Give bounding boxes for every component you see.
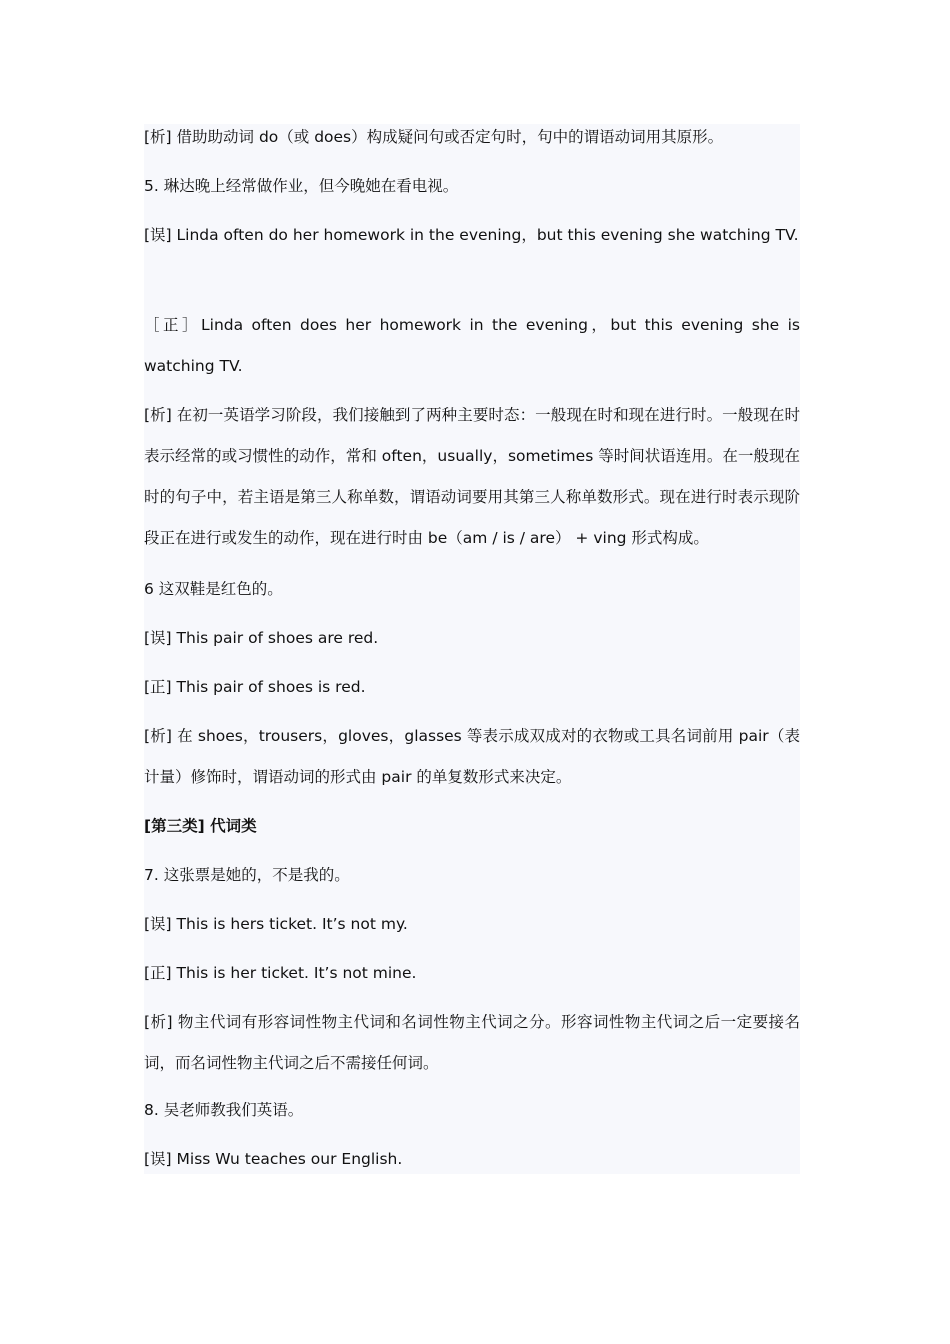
document-page (144, 124, 800, 1174)
analysis-paragraph: [析] 借助助动词 do（或 does）构成疑问句或否定句时，句中的谓语动词用其原形。 (144, 128, 724, 146)
analysis-paragraph: [析] 物主代词有形容词性物主代词和名词性物主代词之分。形容词性物主代词之后一定要接名词，而名词性物主代词之后不需接任何词。 (144, 1013, 800, 1072)
wrong-sentence: [误] This is hers ticket. It’s not my. (144, 915, 408, 933)
wrong-sentence: [误] This pair of shoes are red. (144, 629, 379, 647)
wrong-sentence: [误] Linda often do her homework in the evening，but this evening she watching TV. (144, 226, 799, 244)
question-8: 8. 吴老师教我们英语。 (144, 1101, 304, 1119)
question-7: 7. 这张票是她的，不是我的。 (144, 866, 350, 884)
question-5: 5. 琳达晚上经常做作业，但今晚她在看电视。 (144, 177, 459, 195)
correct-sentence: ［正］Linda often does her homework in the evening，but this evening she is watching TV. (144, 316, 800, 375)
question-6: 6 这双鞋是红色的。 (144, 580, 283, 598)
correct-sentence: [正] This pair of shoes is red. (144, 678, 366, 696)
analysis-paragraph: [析] 在初一英语学习阶段，我们接触到了两种主要时态：一般现在时和现在进行时。一般现在时表示经常的或习惯性的动作，常和 often，usually，sometimes 等时间状语连用。在一般现在时的句子中，若主语是第三人称单数，谓语动词要用其第三人称单数形式。现在进行时表示现阶段正在进行或发生的动作，现在进行时由 be（am / is / are） + ving 形式构成。 (144, 406, 800, 547)
analysis-paragraph: [析] 在 shoes，trousers，gloves，glasses 等表示成双成对的衣物或工具名词前用 pair（表计量）修饰时，谓语动词的形式由 pair 的单复数形式来决定。 (144, 727, 800, 786)
section-heading: [第三类] 代词类 (144, 817, 257, 835)
correct-sentence: [正] This is her ticket. It’s not mine. (144, 964, 417, 982)
wrong-sentence: [误] Miss Wu teaches our English. (144, 1150, 403, 1168)
